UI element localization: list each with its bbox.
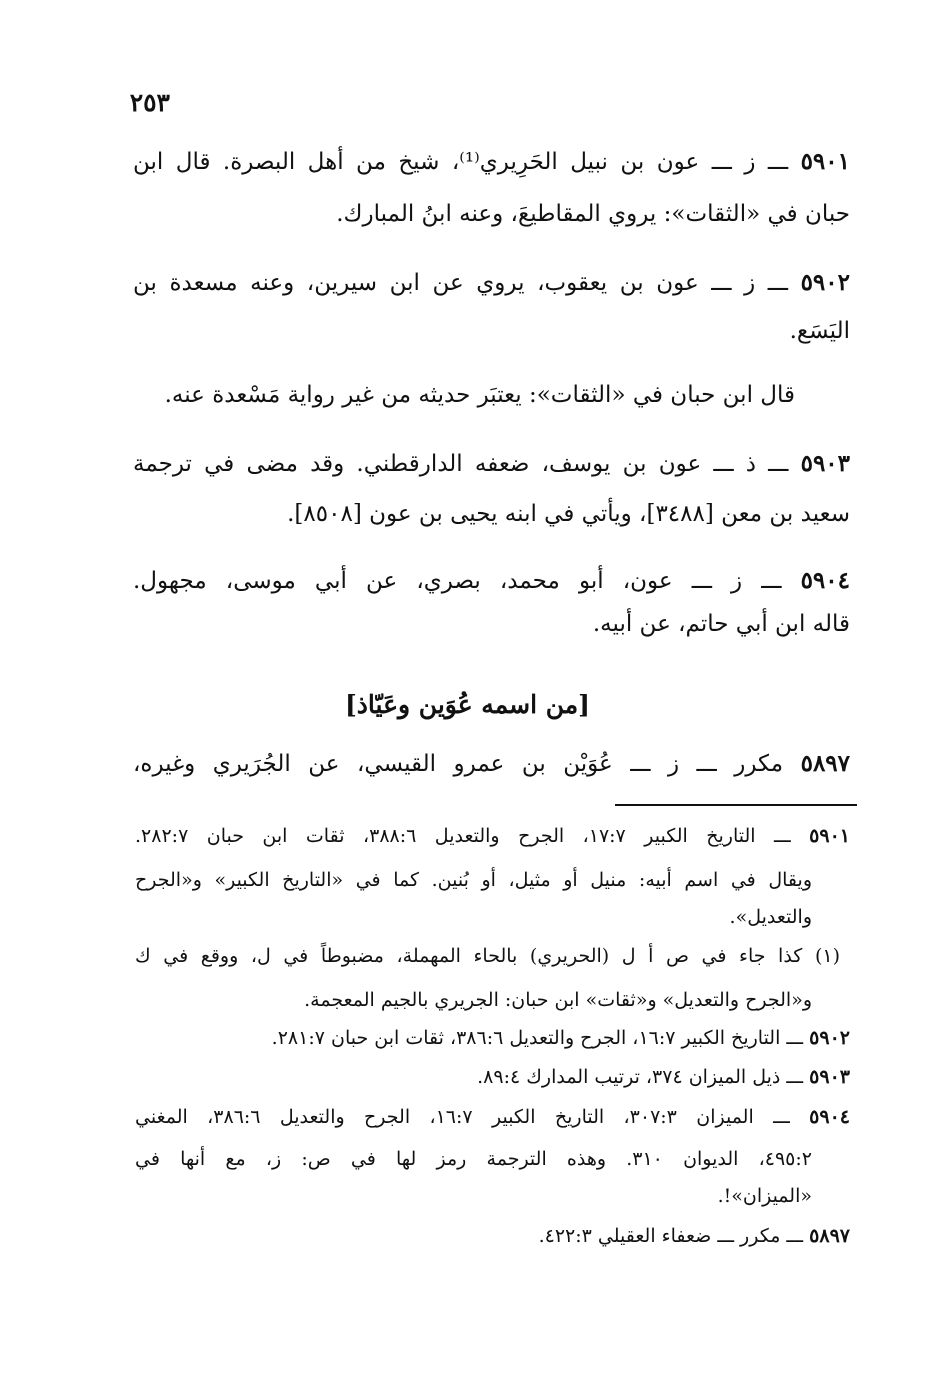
footnote-5901-line-2: ويقال في اسم أبيه: منيل أو مثيل، أو بُنين. كما في «التاريخ الكبير» و«الجرح <box>135 869 812 891</box>
footnote-divider <box>615 804 857 806</box>
section-heading: [من اسمه عُوَين وعَيّاذ] <box>344 690 591 719</box>
entry-number: ٥٩٠١ <box>800 148 850 175</box>
entry-5902-line-2: اليَسَع. <box>789 318 850 344</box>
entry-5902-line-1: ٥٩٠٢ ـــ ز ـــ عون بن يعقوب، يروي عن ابن سيرين، وعنه مسعدة بن <box>133 269 850 296</box>
entry-5903-line-2: سعيد بن معن [٣٤٨٨]، ويأتي في ابنه يحيى بن عون [٨٥٠٨]. <box>287 501 850 527</box>
footnote-5901-line-1: ٥٩٠١ ـــ التاريخ الكبير ١٧:٧، الجرح والتعديل ٣٨٨:٦، ثقات ابن حبان ٢٨٢:٧. <box>135 825 850 847</box>
footnote-5904-line-1: ٥٩٠٤ ـــ الميزان ٣٠٧:٣، التاريخ الكبير ١٦:٧، الجرح والتعديل ٣٨٦:٦، المغني <box>135 1106 850 1128</box>
entry-5901-line-1: ٥٩٠١ ـــ ز ـــ عون بن نبيل الحَرِيري⁽¹⁾، شيخ من أهل البصرة. قال ابن <box>133 148 850 175</box>
footnote-5902-line: ٥٩٠٢ ـــ التاريخ الكبير ١٦:٧، الجرح والتعديل ٣٨٦:٦، ثقات ابن حبان ٢٨١:٧. <box>271 1027 850 1049</box>
footnote-5904-line-3: «الميزان»!. <box>717 1185 812 1207</box>
entry-number: ٥٩٠٣ <box>800 450 851 477</box>
entry-number: ٥٩٠٢ <box>800 269 850 296</box>
entry-5904-line-2: قاله ابن أبي حاتم، عن أبيه. <box>592 611 850 637</box>
entry-number: ٥٩٠٤ <box>800 567 850 594</box>
entry-5901-line-2: حبان في «الثقات»: يروي المقاطيعَ، وعنه ابنُ المبارك. <box>336 201 850 227</box>
entry-5897-line: ٥٨٩٧ مكرر ـــ ز ـــ عُوَيْن بن عمرو القيسي، عن الجُرَيري وغيره، <box>133 750 851 777</box>
footnote-5903-line: ٥٩٠٣ ـــ ذيل الميزان ٣٧٤، ترتيب المدارك ٨٩:٤. <box>477 1066 850 1088</box>
entry-5904-line-1: ٥٩٠٤ ـــ ز ـــ عون، أبو محمد، بصري، عن أبي موسى، مجهول. <box>133 567 850 594</box>
footnote-5897-line: ٥٨٩٧ ـــ مكرر ـــ ضعفاء العقيلي ٤٢٢:٣. <box>538 1225 850 1247</box>
entry-5902-note: قال ابن حبان في «الثقات»: يعتبَر حديثه من غير رواية مَسْعدة عنه. <box>164 382 795 408</box>
footnote-1-line-2: و«الجرح والتعديل» و«ثقات» ابن حبان: الجريري بالجيم المعجمة. <box>304 989 812 1011</box>
page-number: ٢٥٣ <box>129 88 170 117</box>
footnote-1-line-1: (١) كذا جاء في ص أ ل (الحريري) بالحاء المهملة، مضبوطاً في ل، ووقع في ك <box>135 945 840 967</box>
footnote-5904-line-2: ٤٩٥:٢، الديوان ٣١٠. وهذه الترجمة رمز لها في ص: ز، مع أنها في <box>135 1148 812 1170</box>
footnote-5901-line-3: والتعديل». <box>729 906 812 928</box>
entry-number: ٥٨٩٧ <box>800 750 851 777</box>
entry-5903-line-1: ٥٩٠٣ ـــ ذ ـــ عون بن يوسف، ضعفه الدارقطني. وقد مضى في ترجمة <box>133 450 851 477</box>
